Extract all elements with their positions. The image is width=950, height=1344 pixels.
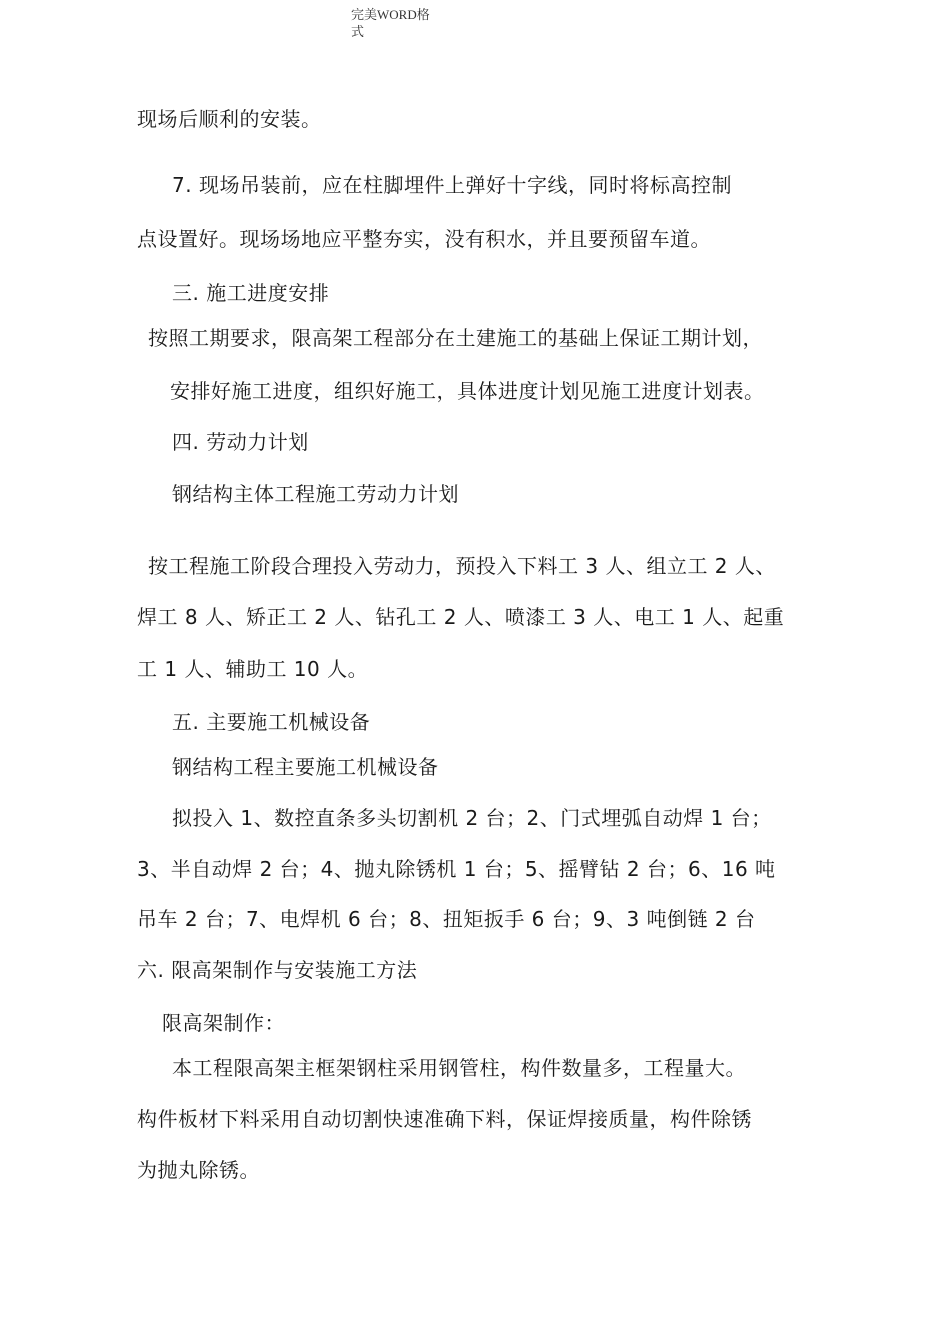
- section-heading: 五. 主要施工机械设备: [172, 710, 371, 734]
- header-line-2: 式: [351, 24, 365, 39]
- body-line: 为抛丸除锈。: [137, 1158, 260, 1182]
- body-line: 吊车 2 台；7、电焊机 6 台；8、扭矩扳手 6 台；9、3 吨倒链 2 台: [137, 907, 756, 931]
- body-line: 3、半自动焊 2 台；4、抛丸除锈机 1 台；5、摇臂钻 2 台；6、16 吨: [137, 857, 776, 881]
- section-heading: 六. 限高架制作与安装施工方法: [137, 958, 418, 982]
- body-line: 拟投入 1、数控直条多头切割机 2 台；2、门式埋弧自动焊 1 台；: [172, 806, 772, 830]
- body-line: 安排好施工进度，组织好施工，具体进度计划见施工进度计划表。: [170, 379, 765, 403]
- page-header: [351, 6, 461, 40]
- body-line: 7. 现场吊装前，应在柱脚埋件上弹好十字线，同时将标高控制: [172, 173, 732, 197]
- header-line-1: 完美WORD格: [351, 7, 430, 22]
- subsection-heading: 限高架制作：: [162, 1011, 285, 1035]
- section-heading: 三. 施工进度安排: [172, 281, 330, 305]
- body-line: 构件板材下料采用自动切割快速准确下料，保证焊接质量，构件除锈: [137, 1107, 752, 1131]
- body-line: 现场后顺利的安装。: [137, 107, 322, 131]
- body-line: 本工程限高架主框架钢柱采用钢管柱，构件数量多，工程量大。: [172, 1056, 746, 1080]
- body-line: 点设置好。现场场地应平整夯实，没有积水，并且要预留车道。: [137, 227, 711, 251]
- body-line: 工 1 人、辅助工 10 人。: [137, 657, 369, 681]
- subsection-heading: 钢结构工程主要施工机械设备: [172, 755, 439, 779]
- body-line: 按照工期要求，限高架工程部分在土建施工的基础上保证工期计划，: [148, 326, 763, 350]
- section-heading: 四. 劳动力计划: [172, 430, 309, 454]
- subsection-heading: 钢结构主体工程施工劳动力计划: [172, 482, 459, 506]
- body-line: 焊工 8 人、矫正工 2 人、钻孔工 2 人、喷漆工 3 人、电工 1 人、起重: [137, 605, 785, 629]
- body-line: 按工程施工阶段合理投入劳动力，预投入下料工 3 人、组立工 2 人、: [148, 554, 776, 578]
